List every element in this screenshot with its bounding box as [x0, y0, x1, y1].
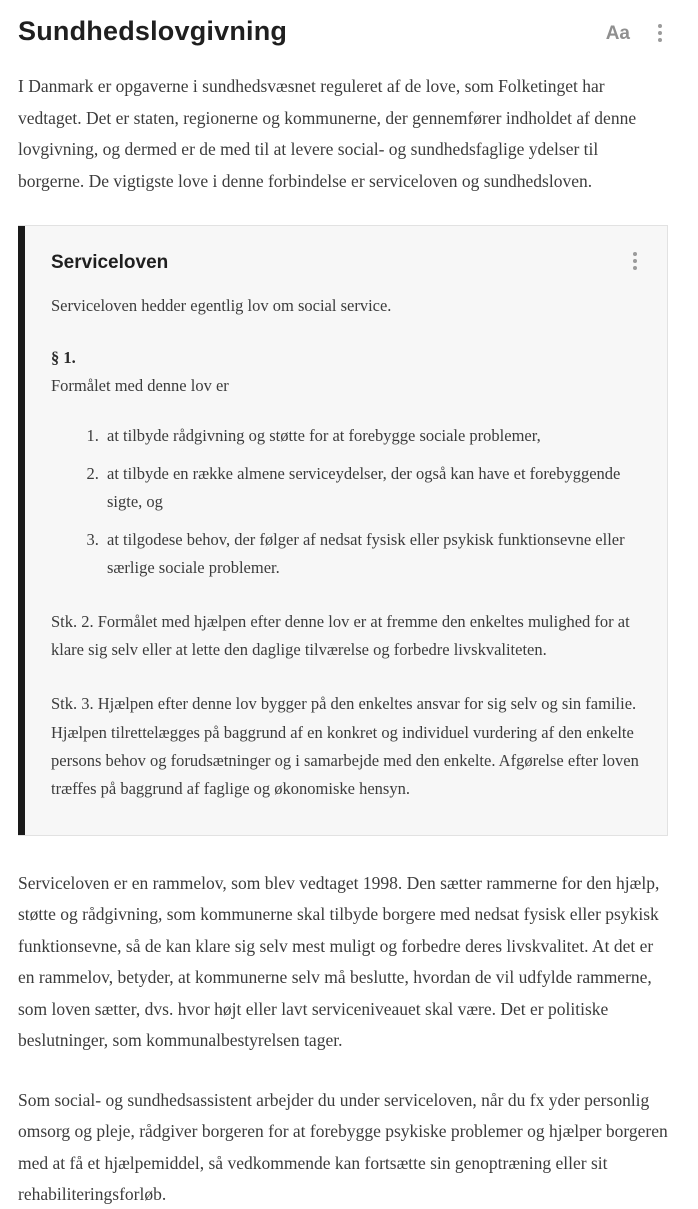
card-more-options-icon[interactable] [627, 248, 643, 274]
list-item: 1. at tilbyde rådgivning og støtte for at forebygge sociale problemer, [103, 422, 643, 450]
serviceloven-card [18, 225, 668, 836]
page-title: Sundhedslovgivning [18, 16, 288, 46]
page-header [18, 16, 668, 47]
assistent-paragraph: Som social- og sundhedsassistent arbejder du under serviceloven, når du fx yder personlig omsorg og pleje, rådgiver borgeren for at forebygge psykiske problemer og hjælper borgeren med at få et hjælpemiddel, så vedkommende kan fortsætte sin genoptræning eller sit rehabiliteringsforløb. [18, 1089, 668, 1205]
stk3-paragraph: Stk. 3. Hjælpen efter denne lov bygger på den enkeltes ansvar for sig selv og sin familie. Hjælpen tilrettelægges på baggrund af en konkret og individuel vurdering af den enkelte persons behov og forudsætninger og i samarbejde med den enkelte. Afgørelse efter loven træffes på baggrund af faglige og økonomiske hensyn. [51, 694, 639, 798]
card-title: Serviceloven [51, 252, 169, 273]
kebab-dot [633, 266, 637, 270]
list-item: 2. at tilbyde en række almene serviceydelser, der også kan have et forebyggende sigte, og [103, 460, 643, 516]
law-section-intro: Formålet med denne lov er [51, 376, 229, 396]
header-actions [604, 20, 668, 46]
card-lead-paragraph: Serviceloven hedder egentlig lov om social service. [51, 296, 392, 315]
law-section-number: § 1. [51, 348, 76, 368]
list-item: 3. at tilgodese behov, der følger af nedsat fysisk eller psykisk funktionsevne eller særlige sociale problemer. [103, 526, 643, 582]
card-accent-bar [18, 226, 25, 835]
more-options-icon[interactable] [652, 20, 668, 46]
law-purpose-list [51, 422, 643, 582]
card-header [51, 248, 643, 274]
text-size-button[interactable]: Aa [605, 22, 630, 44]
kebab-dot [658, 31, 662, 35]
law-section-heading [51, 344, 643, 400]
rammelov-paragraph: Serviceloven er en rammelov, som blev vedtaget 1998. Den sætter rammerne for den hjælp, støtte og rådgivning, som kommunerne skal tilbyde borgere med nedsat fysisk eller psykisk funktionsevne, så de kan klare sig selv mest muligt og forbedre deres livskvalitet. At det er en rammelov, betyder, at kommunerne selv må beslutte, hvordan de vil udfylde rammerne, som loven sætter, dvs. hvor højt eller lavt serviceniveauet skal være. Det er politiske beslutninger, som kommunalbestyrelsen tager. [18, 872, 660, 1051]
kebab-dot [658, 24, 662, 28]
intro-paragraph: I Danmark er opgaverne i sundhedsvæsnet reguleret af de love, som Folketinget har vedtaget. Det er staten, regionerne og kommunerne, der gennemfører indholdet af denne lovgivning, og dermed er de med til at levere social- og sundhedsfaglige ydelser til borgerne. De vigtigste love i denne forbindelse er serviceloven og sundhedsloven. [18, 76, 637, 191]
card-content [25, 226, 667, 835]
kebab-dot [633, 252, 637, 256]
kebab-dot [658, 38, 662, 42]
stk2-paragraph: Stk. 2. Formålet med hjælpen efter denne lov er at fremme den enkeltes mulighed for at klare sig selv eller at lette den daglige tilværelse og forbedre livskvaliteten. [51, 612, 630, 660]
kebab-dot [633, 259, 637, 263]
